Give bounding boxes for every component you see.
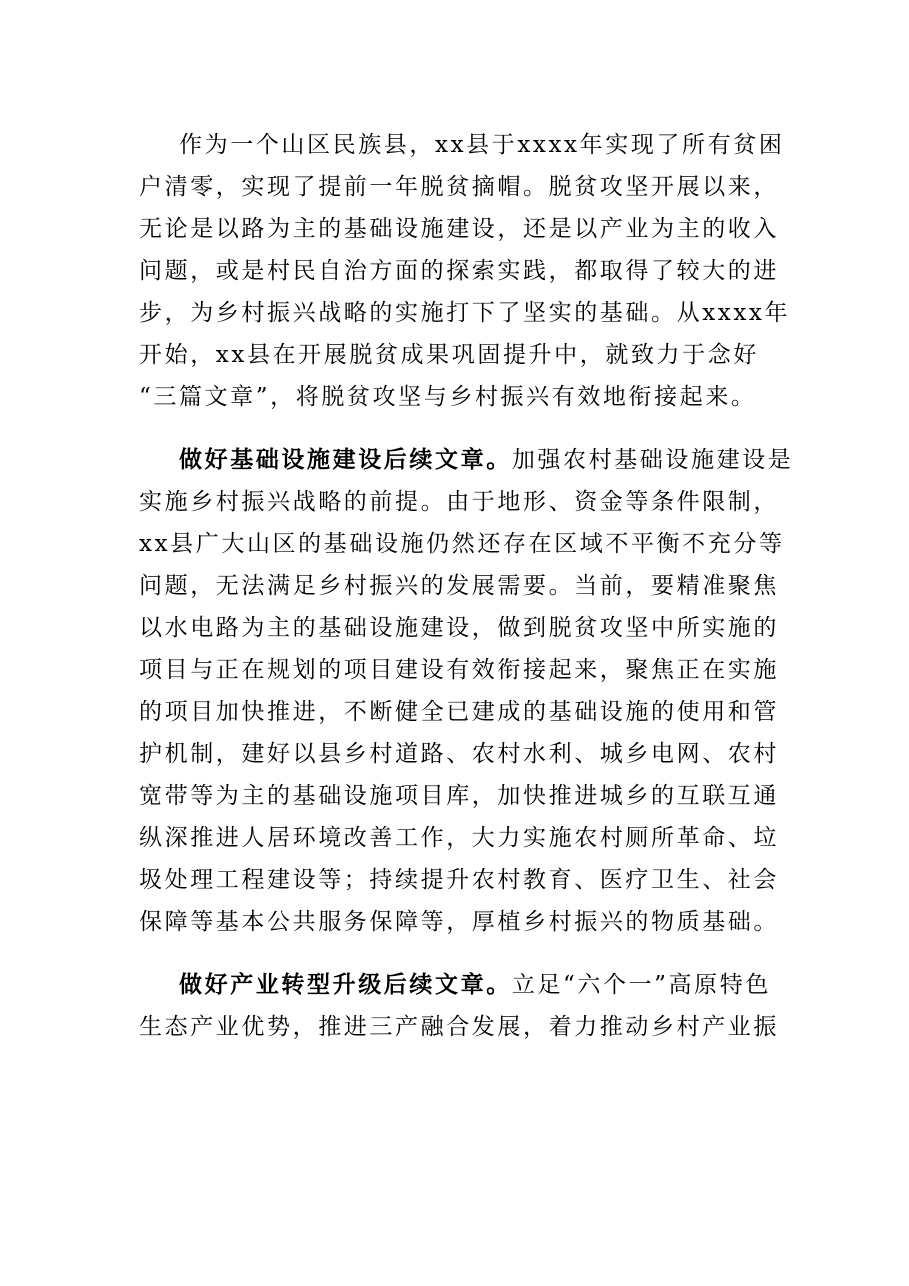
paragraph-2-first-line-rest: 加强农村基础设施建设是 <box>511 447 794 473</box>
paragraph-2-line-6: 项目与正在规划的项目建设有效衔接起来，聚焦正在实施 <box>139 657 779 683</box>
paragraph-1-line-6: 开始，xx县在开展脱贫成果巩固提升中，就致力于念好 <box>139 342 759 368</box>
paragraph-2-line-9: 宽带等为主的基础设施项目库，加快推进城乡的互联互通 <box>139 783 779 809</box>
paragraph-2-line-2: 实施乡村振兴战略的前提。由于地形、资金等条件限制， <box>139 489 779 515</box>
paragraph-3-first-line-rest: 立足“六个一”高原特色 <box>511 972 771 998</box>
paragraph-1-line-3: 无论是以路为主的基础设施建设，还是以产业为主的收入 <box>139 216 779 242</box>
paragraph-2-line-12: 保障等基本公共服务保障等，厚植乡村振兴的物质基础。 <box>139 909 779 935</box>
paragraph-3-heading: 做好产业转型升级后续文章。 <box>179 971 512 998</box>
paragraph-1-line-7: “三篇文章”，将脱贫攻坚与乡村振兴有效地衔接起来。 <box>139 384 757 410</box>
paragraph-1-line-4: 问题，或是村民自治方面的探索实践，都取得了较大的进 <box>139 258 779 284</box>
paragraph-2-line-10: 纵深推进人居环境改善工作，大力实施农村厕所革命、垃 <box>139 825 779 851</box>
paragraph-1-line-2: 户清零，实现了提前一年脱贫摘帽。脱贫攻坚开展以来， <box>139 174 779 200</box>
paragraph-2-line-3: xx县广大山区的基础设施仍然还存在区域不平衡不充分等 <box>139 531 785 557</box>
paragraph-2-line-1 <box>139 439 794 481</box>
paragraph-3-line-1 <box>139 964 779 1006</box>
paragraph-2-line-4: 问题，无法满足乡村振兴的发展需要。当前，要精准聚焦 <box>139 573 779 599</box>
paragraph-2-line-7: 的项目加快推进，不断健全已建成的基础设施的使用和管 <box>139 699 779 725</box>
paragraph-2-line-11: 圾处理工程建设等；持续提升农村教育、医疗卫生、社会 <box>139 867 779 893</box>
document-body <box>139 124 794 1048</box>
paragraph-2-line-8: 护机制，建好以县乡村道路、农村水利、城乡电网、农村 <box>139 741 779 767</box>
paragraph-2-heading: 做好基础设施建设后续文章。 <box>179 446 512 473</box>
paragraph-1-line-5: 步，为乡村振兴战略的实施打下了坚实的基础。从xxxx年 <box>139 300 791 326</box>
paragraph-3-line-2: 生态产业优势，推进三产融合发展，着力推动乡村产业振 <box>139 1014 779 1040</box>
paragraph-1-line-1: 作为一个山区民族县，xx县于xxxx年实现了所有贫困 <box>179 132 785 158</box>
paragraph-2-line-5: 以水电路为主的基础设施建设，做到脱贫攻坚中所实施的 <box>139 615 779 641</box>
